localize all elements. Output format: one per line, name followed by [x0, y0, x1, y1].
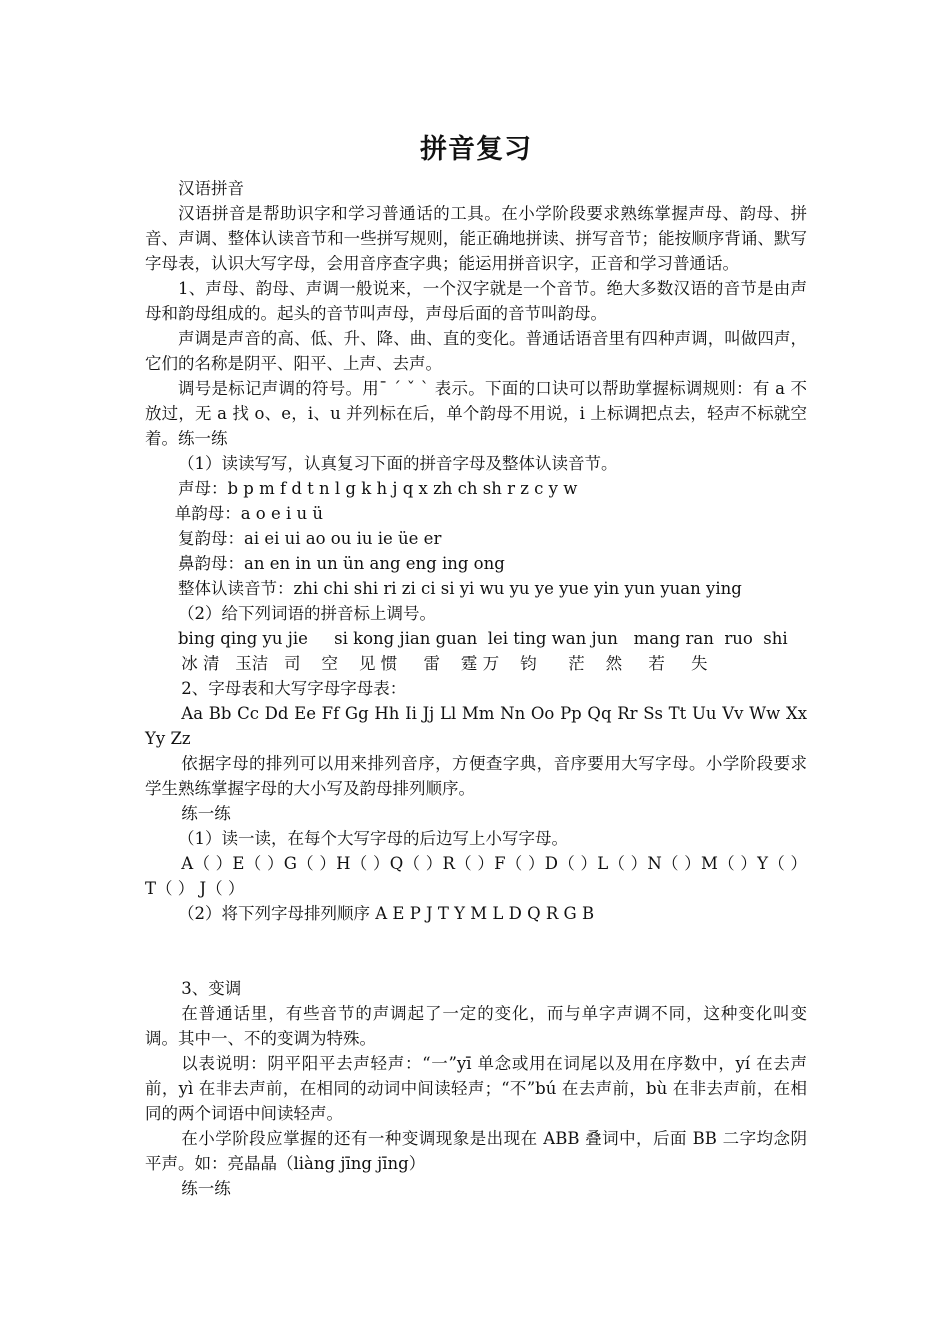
blank-gap — [145, 926, 807, 976]
practice-heading: 练一练 — [181, 804, 231, 823]
paragraph-tones: 声调是声音的高、低、升、降、曲、直的变化。普通话语音里有四种声调，叫做四声，它们的名称是阴平、阳平、上声、去声。 — [145, 329, 807, 373]
paragraph-abb: 在小学阶段应掌握的还有一种变调现象是出现在 ABB 叠词中，后面 BB 二字均念阴平声。如：亮晶晶（liàng jīng jīng） — [145, 1129, 807, 1173]
paragraph-yi-bu: 以表说明：阴平阳平去声轻声：“一”yī 单念或用在词尾以及用在序数中，yí 在去声前，yì 在非去声前，在相同的动词中间读轻声；“不”bú 在去声前，bù 在非去声前，在相同的两个词语中间读轻声。 — [145, 1054, 807, 1123]
uppercase-blanks-line: A（ ）E（ ）G（ ）H（ ）Q（ ）R（ ）F（ ）D（ ）L（ ）N（ ）M（ ）Y（ ） T（ ） J（ ） — [145, 854, 807, 898]
simple-finals-list: 单韵母：a o e i u ü — [174, 504, 323, 523]
page-title: 拼音复习 — [420, 134, 532, 165]
section-3-heading: 3、变调 — [181, 979, 242, 998]
whole-syllables-list: 整体认读音节：zhi chi shi ri zi ci si yi wu yu ye yue yin yun yuan ying — [178, 579, 742, 598]
exercise-4-heading: （2）将下列字母排列顺序 A E P J T Y M L D Q R G B — [178, 904, 595, 923]
nasal-finals-list: 鼻韵母：an en in un ün ang eng ing ong — [178, 554, 505, 573]
exercise-1-heading: （1）读读写写，认真复习下面的拼音字母及整体认读音节。 — [178, 454, 618, 473]
exercise-3-heading: （1）读一读，在每个大写字母的后边写上小写字母。 — [178, 829, 568, 848]
paragraph-intro: 汉语拼音是帮助识字和学习普通话的工具。在小学阶段要求熟练掌握声母、韵母、拼音、声调、整体认读音节和一些拼写规则，能正确地拼读、拼写音节；能按顺序背诵、默写字母表，认识大写字母，会用音序查字典；能运用拼音识字，正音和学习普通话。 — [145, 204, 807, 273]
paragraph-alphabet-order: 依据字母的排列可以用来排列音序，方便查字典，音序要用大写字母。小学阶段要求学生熟练掌握字母的大小写及韵母排列顺序。 — [145, 754, 807, 798]
chinese-words-line: 冰 清 玉洁 司 空 见 惯 雷 霆 万 钧 茫 然 若 失 — [181, 654, 708, 673]
compound-finals-list: 复韵母：ai ei ui ao ou iu ie üe er — [178, 529, 442, 548]
paragraph-tone-marks: 调号是标记声调的符号。用ˉ ˊ ˇ ˋ 表示。下面的口诀可以帮助掌握标调规则：有 a 不放过，无 a 找 o、e，i、u 并列标在后，单个韵母不用说，i 上标调把点去，轻声不标就空着。练一练 — [145, 379, 807, 448]
exercise-2-heading: （2）给下列词语的拼音标上调号。 — [178, 604, 436, 623]
section-heading: 汉语拼音 — [178, 179, 244, 198]
pinyin-words-line: bing qing yu jie si kong jian guan lei ting wan jun mang ran ruo shi — [178, 629, 788, 648]
alphabet-list: Aa Bb Cc Dd Ee Ff Gg Hh Ii Jj Ll Mm Nn Oo Pp Qq Rr Ss Tt Uu Vv Ww Xx Yy Zz — [145, 704, 807, 748]
paragraph-tone-sandhi: 在普通话里，有些音节的声调起了一定的变化，而与单字声调不同，这种变化叫变调。其中一、不的变调为特殊。 — [145, 1004, 807, 1048]
practice-heading-2: 练一练 — [181, 1179, 231, 1198]
initials-list: 声母：b p m f d t n l g k h j q x zh ch sh r z c y w — [178, 479, 578, 498]
section-2-heading: 2、字母表和大写字母字母表： — [181, 679, 407, 698]
paragraph-initials-finals: 1、声母、韵母、声调一般说来，一个汉字就是一个音节。绝大多数汉语的音节是由声母和韵母组成的。起头的音节叫声母，声母后面的音节叫韵母。 — [145, 279, 807, 323]
